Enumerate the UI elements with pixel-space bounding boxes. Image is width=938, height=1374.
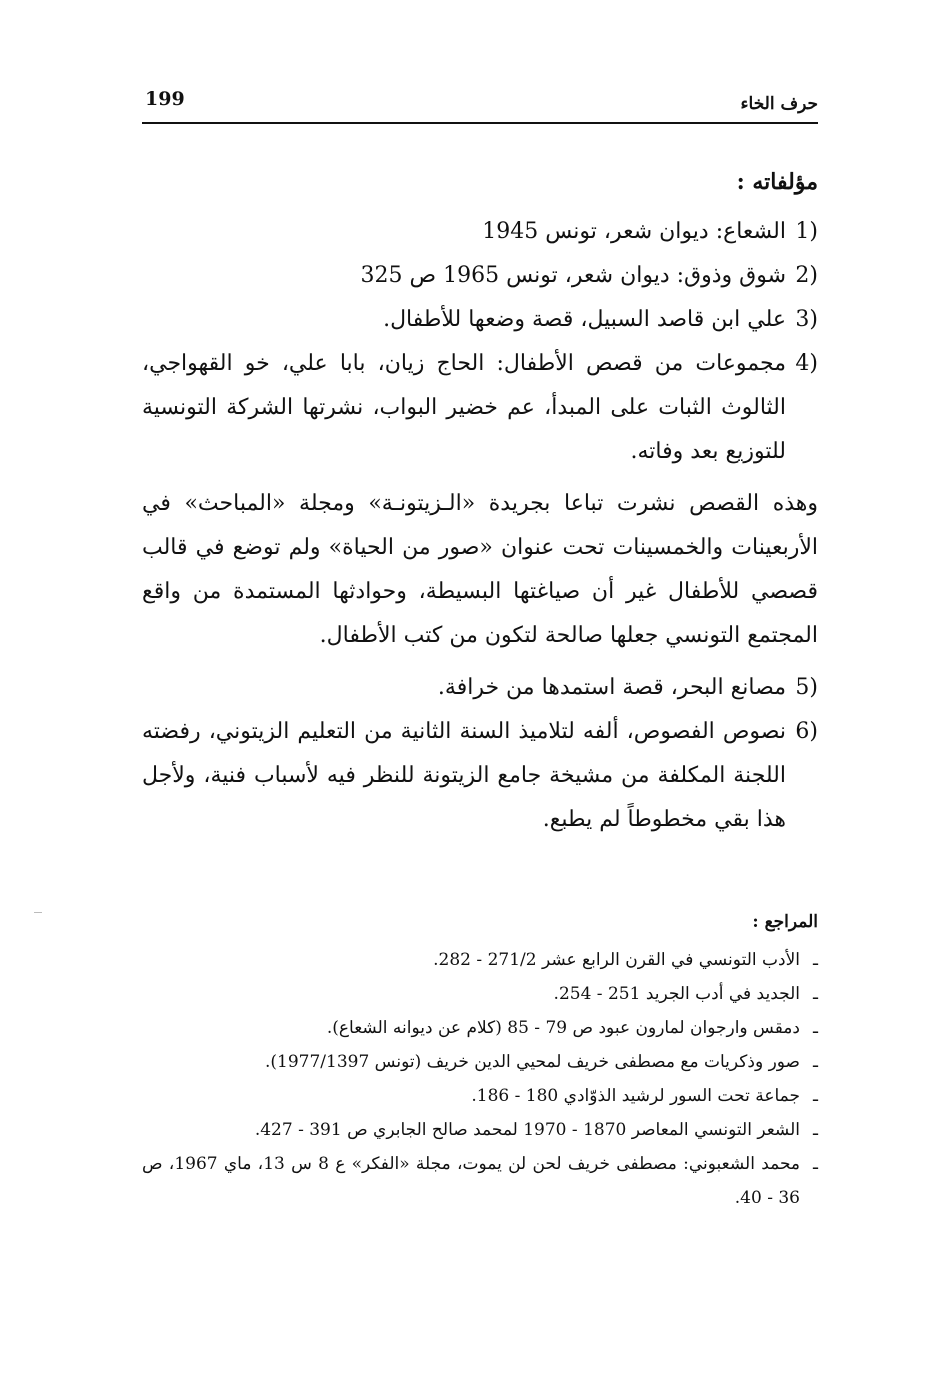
item-number: 4) — [795, 351, 818, 376]
reference-item: ـ الشعر التونسي المعاصر 1870 - 1970 لمحمد صالح الجابري ص 391 - 427. — [254, 1120, 818, 1140]
reference-text: صور وذكريات مع مصطفى خريف لمحيي الدين خريف (تونس 1977/1397). — [264, 1052, 800, 1072]
margin-mark — [34, 912, 42, 913]
works-section — [142, 160, 818, 842]
reference-text: جماعة تحت السور لرشيد الذوّادي 180 - 186. — [471, 1086, 800, 1106]
reference-text: محمد الشعبوني: مصطفى خريف لحن لن يموت، مجلة «الفكر» ع 8 س 13، ماي 1967، ص 36 - 40. — [142, 1154, 801, 1208]
references-list — [142, 943, 818, 1215]
item-text: الشعاع: ديوان شعر، تونس 1945 — [482, 219, 786, 244]
reference-text: الجديد في أدب الجريد 251 - 254. — [553, 984, 800, 1004]
list-item — [142, 254, 818, 298]
item-number: 5) — [795, 675, 818, 700]
list-item — [142, 210, 818, 254]
works-list — [142, 210, 818, 474]
reference-item: ـ الجديد في أدب الجريد 251 - 254. — [553, 984, 818, 1004]
running-head: حرف الخاء — [740, 94, 818, 114]
item-text: مصانع البحر، قصة استمدها من خرافة. — [437, 675, 786, 700]
reference-item: ـ الأدب التونسي في القرن الرابع عشر 271/2 - 282. — [433, 950, 818, 970]
list-item — [142, 298, 818, 342]
works-list-continued — [142, 666, 818, 842]
reference-item: ـ دمقس وارجوان لمارون عبود ص 79 - 85 (كلام عن ديوانه الشعاع). — [326, 1018, 818, 1038]
references-title: المراجع : — [752, 912, 818, 932]
list-item — [142, 342, 818, 474]
item-number: 2) — [795, 263, 818, 288]
item-text: علي ابن قاصد السبيل، قصة وضعها للأطفال. — [383, 307, 786, 332]
reference-item: ـ محمد الشعبوني: مصطفى خريف لحن لن يموت، مجلة «الفكر» ع 8 س 13، ماي 1967، ص 36 - 40. — [142, 1154, 818, 1208]
item-text: شوق وذوق: ديوان شعر، تونس 1965 ص 325 — [360, 263, 786, 288]
item-number: 3) — [795, 307, 818, 332]
item-text: مجموعات من قصص الأطفال: الحاج زيان، بابا علي، خو القهواجي، الثالوث الثبات على المبدأ، عم خضير البواب، نشرتها الشركة التونسية للتوزيع بعد وفاته. — [142, 351, 786, 464]
list-item — [142, 710, 818, 842]
works-title: مؤلفاته : — [736, 169, 818, 195]
references-section — [142, 905, 818, 1215]
reference-text: الأدب التونسي في القرن الرابع عشر 271/2 - 282. — [433, 950, 800, 970]
header-rule — [142, 122, 818, 124]
item-number: 6) — [795, 719, 818, 744]
list-item — [142, 666, 818, 710]
reference-item: ـ صور وذكريات مع مصطفى خريف لمحيي الدين خريف (تونس 1977/1397). — [264, 1052, 818, 1072]
page-number: 199 — [145, 88, 185, 110]
item-number: 1) — [795, 219, 818, 244]
reference-text: دمقس وارجوان لمارون عبود ص 79 - 85 (كلام عن ديوانه الشعاع). — [326, 1018, 800, 1038]
reference-text: الشعر التونسي المعاصر 1870 - 1970 لمحمد صالح الجابري ص 391 - 427. — [254, 1120, 800, 1140]
body-paragraph: وهذه القصص نشرت تباعا بجريدة «الـزيتونـة» ومجلة «المباحث» في الأربعينات والخمسينات تحت عنوان «صور من الحياة» ولم توضع في قالب قصصي للأطفال غير أن صياغتها البسيطة، وحوادثها المستمدة من واقع المجتمع التونسي جعلها صالحة لتكون من كتب الأطفال. — [142, 491, 818, 648]
item-text: نصوص الفصوص، ألفه لتلاميذ السنة الثانية من التعليم الزيتوني، رفضته اللجنة المكلفة من مشيخة جامع الزيتونة للنظر فيه لأسباب فنية، ولأجل هذا بقي مخطوطاً لم يطبع. — [142, 719, 786, 832]
reference-item: ـ جماعة تحت السور لرشيد الذوّادي 180 - 186. — [471, 1086, 818, 1106]
